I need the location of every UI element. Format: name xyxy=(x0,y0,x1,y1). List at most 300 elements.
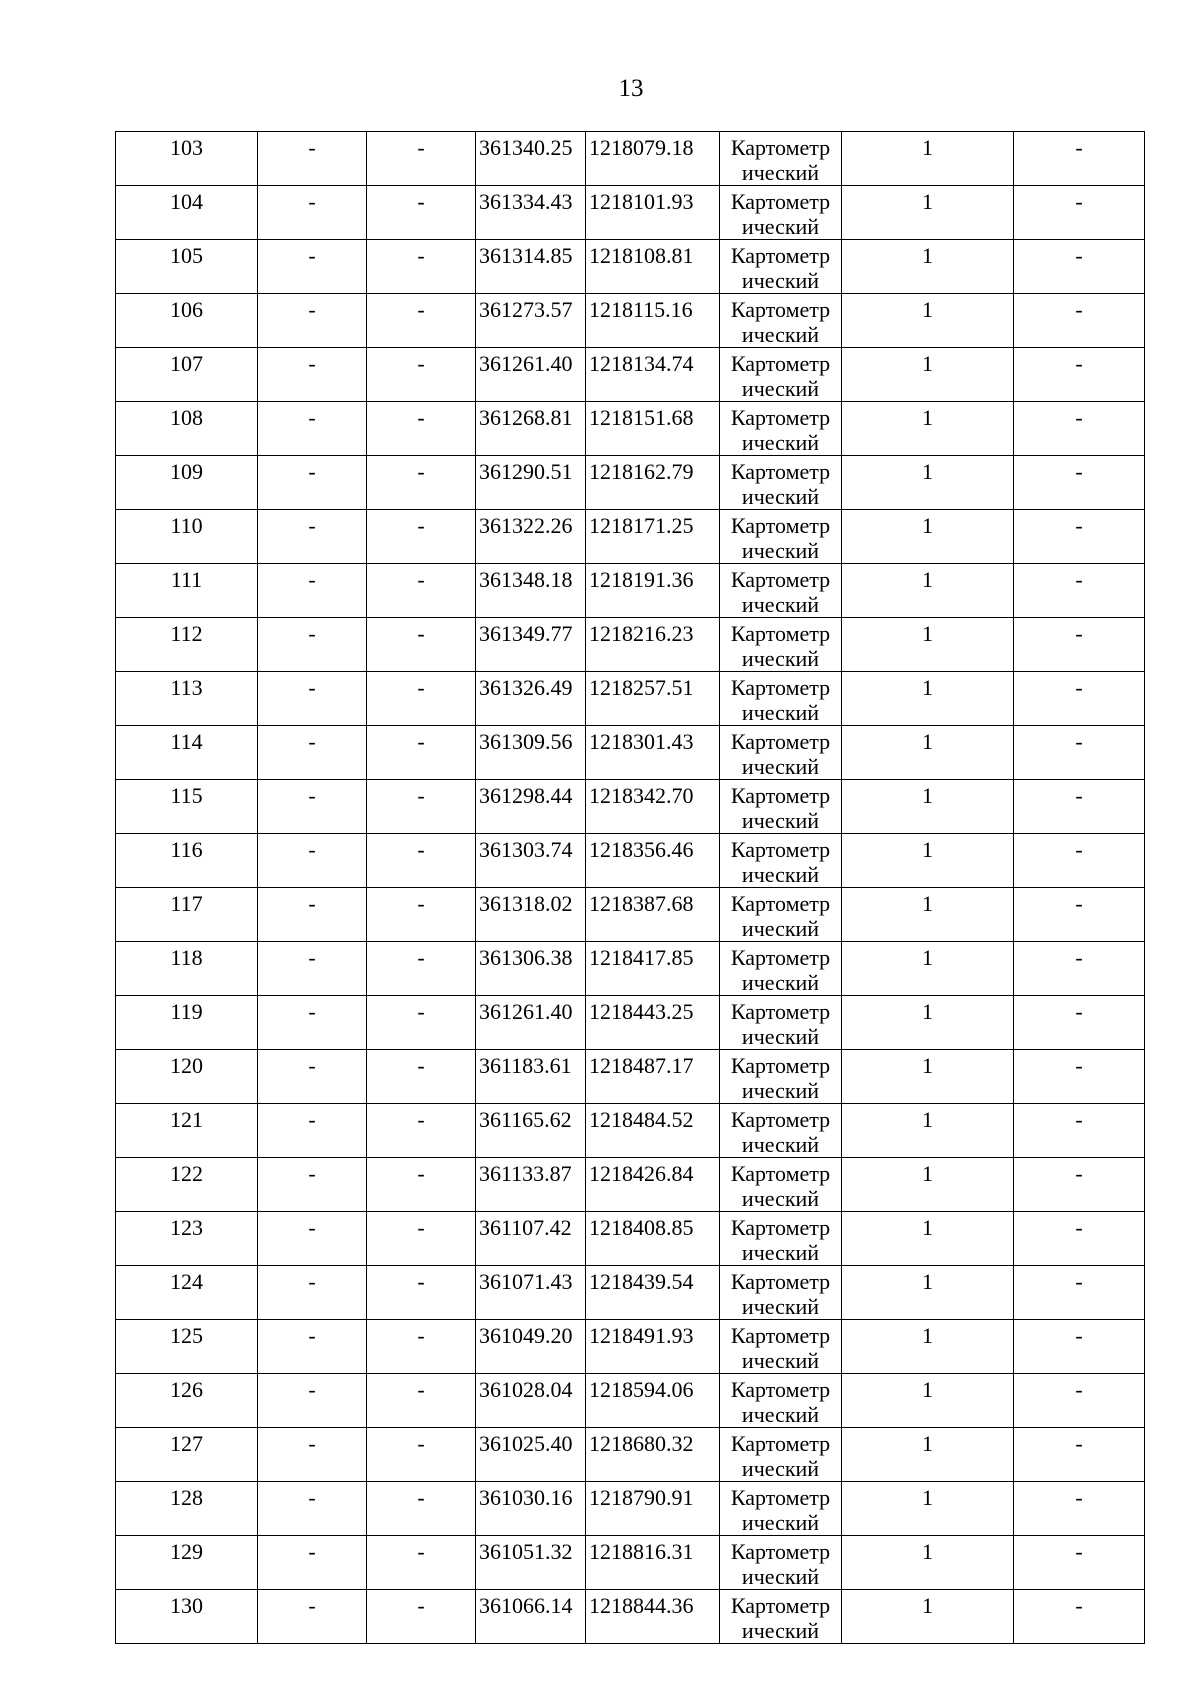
table-body xyxy=(116,132,1145,1644)
accuracy-cell: 1 xyxy=(842,348,1014,402)
method-cell xyxy=(720,240,842,294)
table-row xyxy=(116,1590,1145,1644)
table-row xyxy=(116,834,1145,888)
method-cell xyxy=(720,1320,842,1374)
description-cell: - xyxy=(1014,1482,1145,1536)
method-line-2: ический xyxy=(741,1618,820,1643)
dash-cell: - xyxy=(258,456,367,510)
method-line-1: Картометр xyxy=(730,783,831,808)
dash-cell: - xyxy=(367,726,476,780)
description-cell: - xyxy=(1014,1212,1145,1266)
method-line-1: Картометр xyxy=(730,351,831,376)
dash-cell: - xyxy=(258,1266,367,1320)
method-cell xyxy=(720,888,842,942)
method-line-2: ический xyxy=(741,538,820,563)
dash-cell: - xyxy=(367,1590,476,1644)
method-cell xyxy=(720,1104,842,1158)
method-line-2: ический xyxy=(741,268,820,293)
method-line-1: Картометр xyxy=(730,1269,831,1294)
x-coordinate-cell: 361306.38 xyxy=(476,942,586,996)
dash-cell: - xyxy=(258,240,367,294)
accuracy-cell: 1 xyxy=(842,672,1014,726)
description-cell: - xyxy=(1014,1374,1145,1428)
description-cell: - xyxy=(1014,294,1145,348)
accuracy-cell: 1 xyxy=(842,402,1014,456)
dash-cell: - xyxy=(367,1050,476,1104)
method-line-2: ический xyxy=(741,808,820,833)
dash-cell: - xyxy=(367,942,476,996)
x-coordinate-cell: 361133.87 xyxy=(476,1158,586,1212)
method-cell xyxy=(720,1212,842,1266)
method-line-1: Картометр xyxy=(730,189,831,214)
method-line-1: Картометр xyxy=(730,459,831,484)
table-row xyxy=(116,1212,1145,1266)
dash-cell: - xyxy=(258,1482,367,1536)
dash-cell: - xyxy=(367,996,476,1050)
table-row xyxy=(116,294,1145,348)
table-row xyxy=(116,942,1145,996)
method-line-1: Картометр xyxy=(730,1215,831,1240)
description-cell: - xyxy=(1014,348,1145,402)
point-number-cell: 122 xyxy=(116,1158,258,1212)
dash-cell: - xyxy=(258,726,367,780)
y-coordinate-cell: 1218426.84 xyxy=(586,1158,720,1212)
y-coordinate-cell: 1218342.70 xyxy=(586,780,720,834)
y-coordinate-cell: 1218151.68 xyxy=(586,402,720,456)
description-cell: - xyxy=(1014,834,1145,888)
method-cell xyxy=(720,1158,842,1212)
method-line-1: Картометр xyxy=(730,1161,831,1186)
x-coordinate-cell: 361028.04 xyxy=(476,1374,586,1428)
method-line-1: Картометр xyxy=(730,1323,831,1348)
table-row xyxy=(116,1266,1145,1320)
method-line-1: Картометр xyxy=(730,621,831,646)
method-cell xyxy=(720,726,842,780)
y-coordinate-cell: 1218484.52 xyxy=(586,1104,720,1158)
description-cell: - xyxy=(1014,1536,1145,1590)
accuracy-cell: 1 xyxy=(842,456,1014,510)
dash-cell: - xyxy=(258,1320,367,1374)
method-cell xyxy=(720,510,842,564)
dash-cell: - xyxy=(367,1212,476,1266)
point-number-cell: 114 xyxy=(116,726,258,780)
x-coordinate-cell: 361049.20 xyxy=(476,1320,586,1374)
x-coordinate-cell: 361273.57 xyxy=(476,294,586,348)
point-number-cell: 108 xyxy=(116,402,258,456)
method-line-2: ический xyxy=(741,592,820,617)
table-row xyxy=(116,1428,1145,1482)
dash-cell: - xyxy=(258,1104,367,1158)
y-coordinate-cell: 1218079.18 xyxy=(586,132,720,186)
method-line-1: Картометр xyxy=(730,675,831,700)
y-coordinate-cell: 1218162.79 xyxy=(586,456,720,510)
dash-cell: - xyxy=(367,618,476,672)
point-number-cell: 121 xyxy=(116,1104,258,1158)
accuracy-cell: 1 xyxy=(842,240,1014,294)
method-cell xyxy=(720,1590,842,1644)
accuracy-cell: 1 xyxy=(842,996,1014,1050)
dash-cell: - xyxy=(367,510,476,564)
description-cell: - xyxy=(1014,996,1145,1050)
dash-cell: - xyxy=(367,132,476,186)
y-coordinate-cell: 1218191.36 xyxy=(586,564,720,618)
y-coordinate-cell: 1218844.36 xyxy=(586,1590,720,1644)
method-cell xyxy=(720,348,842,402)
dash-cell: - xyxy=(258,834,367,888)
y-coordinate-cell: 1218216.23 xyxy=(586,618,720,672)
dash-cell: - xyxy=(258,996,367,1050)
point-number-cell: 109 xyxy=(116,456,258,510)
y-coordinate-cell: 1218134.74 xyxy=(586,348,720,402)
point-number-cell: 127 xyxy=(116,1428,258,1482)
point-number-cell: 123 xyxy=(116,1212,258,1266)
method-line-2: ический xyxy=(741,1240,820,1265)
accuracy-cell: 1 xyxy=(842,294,1014,348)
dash-cell: - xyxy=(258,1428,367,1482)
dash-cell: - xyxy=(258,1590,367,1644)
method-cell xyxy=(720,942,842,996)
y-coordinate-cell: 1218101.93 xyxy=(586,186,720,240)
x-coordinate-cell: 361290.51 xyxy=(476,456,586,510)
method-line-2: ический xyxy=(741,484,820,509)
table-row xyxy=(116,1482,1145,1536)
accuracy-cell: 1 xyxy=(842,834,1014,888)
accuracy-cell: 1 xyxy=(842,1050,1014,1104)
method-line-1: Картометр xyxy=(730,243,831,268)
description-cell: - xyxy=(1014,402,1145,456)
accuracy-cell: 1 xyxy=(842,1536,1014,1590)
dash-cell: - xyxy=(258,888,367,942)
description-cell: - xyxy=(1014,1158,1145,1212)
accuracy-cell: 1 xyxy=(842,510,1014,564)
accuracy-cell: 1 xyxy=(842,1374,1014,1428)
method-line-2: ический xyxy=(741,754,820,779)
point-number-cell: 112 xyxy=(116,618,258,672)
point-number-cell: 119 xyxy=(116,996,258,1050)
method-line-2: ический xyxy=(741,862,820,887)
description-cell: - xyxy=(1014,1050,1145,1104)
method-line-2: ический xyxy=(741,376,820,401)
table-row xyxy=(116,1536,1145,1590)
method-line-2: ический xyxy=(741,1456,820,1481)
dash-cell: - xyxy=(258,672,367,726)
dash-cell: - xyxy=(367,1536,476,1590)
x-coordinate-cell: 361326.49 xyxy=(476,672,586,726)
y-coordinate-cell: 1218115.16 xyxy=(586,294,720,348)
description-cell: - xyxy=(1014,888,1145,942)
method-line-2: ический xyxy=(741,1132,820,1157)
method-line-1: Картометр xyxy=(730,945,831,970)
table-row xyxy=(116,186,1145,240)
point-number-cell: 125 xyxy=(116,1320,258,1374)
point-number-cell: 118 xyxy=(116,942,258,996)
dash-cell: - xyxy=(367,456,476,510)
x-coordinate-cell: 361314.85 xyxy=(476,240,586,294)
dash-cell: - xyxy=(367,1428,476,1482)
method-line-2: ический xyxy=(741,1186,820,1211)
dash-cell: - xyxy=(258,132,367,186)
description-cell: - xyxy=(1014,1428,1145,1482)
description-cell: - xyxy=(1014,1266,1145,1320)
point-number-cell: 120 xyxy=(116,1050,258,1104)
y-coordinate-cell: 1218594.06 xyxy=(586,1374,720,1428)
method-cell xyxy=(720,294,842,348)
table-row xyxy=(116,672,1145,726)
table-row xyxy=(116,996,1145,1050)
method-line-2: ический xyxy=(741,1402,820,1427)
y-coordinate-cell: 1218439.54 xyxy=(586,1266,720,1320)
dash-cell: - xyxy=(258,780,367,834)
point-number-cell: 129 xyxy=(116,1536,258,1590)
x-coordinate-cell: 361322.26 xyxy=(476,510,586,564)
dash-cell: - xyxy=(258,294,367,348)
dash-cell: - xyxy=(367,1104,476,1158)
dash-cell: - xyxy=(367,348,476,402)
method-line-1: Картометр xyxy=(730,1377,831,1402)
accuracy-cell: 1 xyxy=(842,618,1014,672)
y-coordinate-cell: 1218487.17 xyxy=(586,1050,720,1104)
description-cell: - xyxy=(1014,618,1145,672)
dash-cell: - xyxy=(258,1050,367,1104)
point-number-cell: 111 xyxy=(116,564,258,618)
x-coordinate-cell: 361298.44 xyxy=(476,780,586,834)
dash-cell: - xyxy=(367,564,476,618)
dash-cell: - xyxy=(367,1320,476,1374)
table-row xyxy=(116,888,1145,942)
y-coordinate-cell: 1218387.68 xyxy=(586,888,720,942)
method-cell xyxy=(720,996,842,1050)
accuracy-cell: 1 xyxy=(842,1158,1014,1212)
accuracy-cell: 1 xyxy=(842,1590,1014,1644)
table-row xyxy=(116,1104,1145,1158)
method-cell xyxy=(720,132,842,186)
dash-cell: - xyxy=(367,240,476,294)
point-number-cell: 110 xyxy=(116,510,258,564)
accuracy-cell: 1 xyxy=(842,1482,1014,1536)
dash-cell: - xyxy=(258,402,367,456)
table-row xyxy=(116,456,1145,510)
method-line-2: ический xyxy=(741,322,820,347)
accuracy-cell: 1 xyxy=(842,1266,1014,1320)
description-cell: - xyxy=(1014,1104,1145,1158)
y-coordinate-cell: 1218257.51 xyxy=(586,672,720,726)
accuracy-cell: 1 xyxy=(842,1320,1014,1374)
accuracy-cell: 1 xyxy=(842,726,1014,780)
accuracy-cell: 1 xyxy=(842,564,1014,618)
method-line-1: Картометр xyxy=(730,405,831,430)
x-coordinate-cell: 361348.18 xyxy=(476,564,586,618)
method-line-2: ический xyxy=(741,430,820,455)
method-cell xyxy=(720,780,842,834)
dash-cell: - xyxy=(258,510,367,564)
x-coordinate-cell: 361268.81 xyxy=(476,402,586,456)
method-cell xyxy=(720,1536,842,1590)
dash-cell: - xyxy=(367,834,476,888)
method-line-1: Картометр xyxy=(730,837,831,862)
table-row xyxy=(116,618,1145,672)
method-cell xyxy=(720,186,842,240)
x-coordinate-cell: 361051.32 xyxy=(476,1536,586,1590)
dash-cell: - xyxy=(258,942,367,996)
dash-cell: - xyxy=(258,186,367,240)
method-line-2: ический xyxy=(741,1348,820,1373)
y-coordinate-cell: 1218171.25 xyxy=(586,510,720,564)
description-cell: - xyxy=(1014,132,1145,186)
point-number-cell: 103 xyxy=(116,132,258,186)
method-line-2: ический xyxy=(741,916,820,941)
description-cell: - xyxy=(1014,1320,1145,1374)
dash-cell: - xyxy=(258,564,367,618)
table-row xyxy=(116,348,1145,402)
point-number-cell: 126 xyxy=(116,1374,258,1428)
point-number-cell: 115 xyxy=(116,780,258,834)
x-coordinate-cell: 361025.40 xyxy=(476,1428,586,1482)
dash-cell: - xyxy=(367,780,476,834)
method-line-1: Картометр xyxy=(730,1053,831,1078)
table-row xyxy=(116,510,1145,564)
x-coordinate-cell: 361261.40 xyxy=(476,996,586,1050)
dash-cell: - xyxy=(367,294,476,348)
method-line-2: ический xyxy=(741,1294,820,1319)
method-line-1: Картометр xyxy=(730,1593,831,1618)
x-coordinate-cell: 361165.62 xyxy=(476,1104,586,1158)
x-coordinate-cell: 361349.77 xyxy=(476,618,586,672)
x-coordinate-cell: 361107.42 xyxy=(476,1212,586,1266)
method-line-2: ический xyxy=(741,214,820,239)
dash-cell: - xyxy=(258,1374,367,1428)
method-line-1: Картометр xyxy=(730,729,831,754)
point-number-cell: 106 xyxy=(116,294,258,348)
y-coordinate-cell: 1218443.25 xyxy=(586,996,720,1050)
accuracy-cell: 1 xyxy=(842,186,1014,240)
dash-cell: - xyxy=(258,1536,367,1590)
y-coordinate-cell: 1218417.85 xyxy=(586,942,720,996)
method-cell xyxy=(720,1482,842,1536)
y-coordinate-cell: 1218816.31 xyxy=(586,1536,720,1590)
method-line-2: ический xyxy=(741,1024,820,1049)
x-coordinate-cell: 361066.14 xyxy=(476,1590,586,1644)
y-coordinate-cell: 1218108.81 xyxy=(586,240,720,294)
method-line-1: Картометр xyxy=(730,1539,831,1564)
method-line-1: Картометр xyxy=(730,891,831,916)
x-coordinate-cell: 361309.56 xyxy=(476,726,586,780)
point-number-cell: 105 xyxy=(116,240,258,294)
method-cell xyxy=(720,456,842,510)
x-coordinate-cell: 361261.40 xyxy=(476,348,586,402)
y-coordinate-cell: 1218301.43 xyxy=(586,726,720,780)
table-row xyxy=(116,780,1145,834)
page-number: 13 xyxy=(618,75,644,102)
method-line-1: Картометр xyxy=(730,1431,831,1456)
dash-cell: - xyxy=(367,402,476,456)
dash-cell: - xyxy=(367,1158,476,1212)
x-coordinate-cell: 361340.25 xyxy=(476,132,586,186)
table-row xyxy=(116,240,1145,294)
dash-cell: - xyxy=(258,1158,367,1212)
table-row xyxy=(116,1158,1145,1212)
method-cell xyxy=(720,618,842,672)
point-number-cell: 116 xyxy=(116,834,258,888)
description-cell: - xyxy=(1014,186,1145,240)
method-line-2: ический xyxy=(741,1564,820,1589)
table-row xyxy=(116,1320,1145,1374)
dash-cell: - xyxy=(258,1212,367,1266)
method-cell xyxy=(720,1374,842,1428)
accuracy-cell: 1 xyxy=(842,1212,1014,1266)
method-cell xyxy=(720,1050,842,1104)
point-number-cell: 107 xyxy=(116,348,258,402)
accuracy-cell: 1 xyxy=(842,1428,1014,1482)
dash-cell: - xyxy=(367,1266,476,1320)
method-line-1: Картометр xyxy=(730,1107,831,1132)
description-cell: - xyxy=(1014,1590,1145,1644)
description-cell: - xyxy=(1014,726,1145,780)
table-row xyxy=(116,564,1145,618)
y-coordinate-cell: 1218356.46 xyxy=(586,834,720,888)
dash-cell: - xyxy=(367,1482,476,1536)
method-line-1: Картометр xyxy=(730,513,831,538)
method-cell xyxy=(720,1266,842,1320)
method-cell xyxy=(720,564,842,618)
method-line-1: Картометр xyxy=(730,1485,831,1510)
table-row xyxy=(116,132,1145,186)
method-line-2: ический xyxy=(741,160,820,185)
y-coordinate-cell: 1218491.93 xyxy=(586,1320,720,1374)
x-coordinate-cell: 361303.74 xyxy=(476,834,586,888)
method-line-1: Картометр xyxy=(730,297,831,322)
method-cell xyxy=(720,834,842,888)
x-coordinate-cell: 361071.43 xyxy=(476,1266,586,1320)
table-row xyxy=(116,1050,1145,1104)
y-coordinate-cell: 1218680.32 xyxy=(586,1428,720,1482)
dash-cell: - xyxy=(367,888,476,942)
dash-cell: - xyxy=(367,1374,476,1428)
accuracy-cell: 1 xyxy=(842,132,1014,186)
accuracy-cell: 1 xyxy=(842,942,1014,996)
x-coordinate-cell: 361030.16 xyxy=(476,1482,586,1536)
method-line-2: ический xyxy=(741,700,820,725)
point-number-cell: 104 xyxy=(116,186,258,240)
table-row xyxy=(116,726,1145,780)
x-coordinate-cell: 361183.61 xyxy=(476,1050,586,1104)
accuracy-cell: 1 xyxy=(842,1104,1014,1158)
method-line-1: Картометр xyxy=(730,567,831,592)
method-line-2: ический xyxy=(741,646,820,671)
table-row xyxy=(116,1374,1145,1428)
point-number-cell: 113 xyxy=(116,672,258,726)
accuracy-cell: 1 xyxy=(842,888,1014,942)
method-cell xyxy=(720,1428,842,1482)
point-number-cell: 130 xyxy=(116,1590,258,1644)
description-cell: - xyxy=(1014,942,1145,996)
method-cell xyxy=(720,672,842,726)
method-line-1: Картометр xyxy=(730,999,831,1024)
method-line-1: Картометр xyxy=(730,135,831,160)
method-cell xyxy=(720,402,842,456)
x-coordinate-cell: 361334.43 xyxy=(476,186,586,240)
method-line-2: ический xyxy=(741,1078,820,1103)
table-row xyxy=(116,402,1145,456)
dash-cell: - xyxy=(367,672,476,726)
description-cell: - xyxy=(1014,780,1145,834)
description-cell: - xyxy=(1014,456,1145,510)
point-number-cell: 124 xyxy=(116,1266,258,1320)
dash-cell: - xyxy=(258,618,367,672)
coordinates-table xyxy=(115,131,1145,1644)
point-number-cell: 117 xyxy=(116,888,258,942)
method-line-2: ический xyxy=(741,970,820,995)
y-coordinate-cell: 1218790.91 xyxy=(586,1482,720,1536)
